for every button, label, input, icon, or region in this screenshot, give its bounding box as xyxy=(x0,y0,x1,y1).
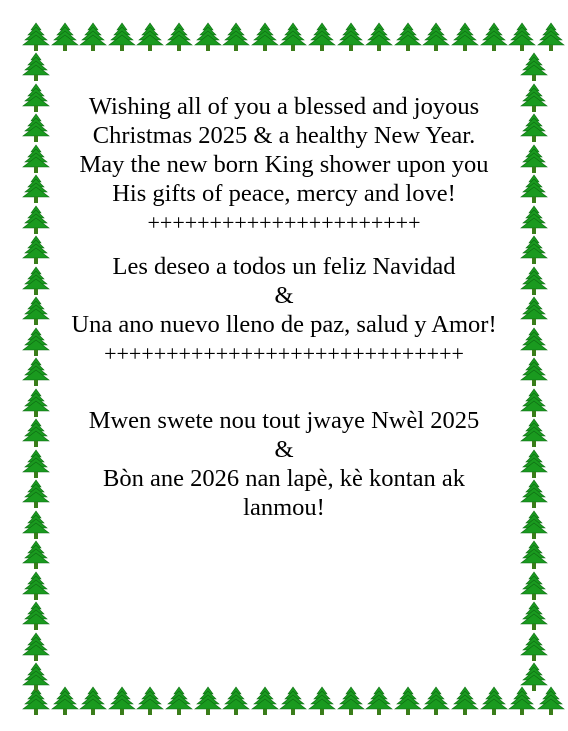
christmas-tree-icon xyxy=(480,686,508,716)
christmas-tree-icon xyxy=(51,22,79,52)
christmas-tree-icon xyxy=(22,601,50,631)
christmas-tree-icon xyxy=(520,632,548,662)
christmas-tree-icon xyxy=(365,686,393,716)
christmas-tree-icon xyxy=(22,632,50,662)
christmas-tree-icon xyxy=(520,113,548,143)
english-greeting xyxy=(50,92,518,208)
christmas-tree-icon xyxy=(136,686,164,716)
christmas-tree-icon xyxy=(79,22,107,52)
spanish-line: Una ano nuevo lleno de paz, salud y Amor! xyxy=(71,311,497,338)
christmas-tree-icon xyxy=(79,686,107,716)
christmas-tree-icon xyxy=(337,22,365,52)
christmas-tree-icon xyxy=(222,686,250,716)
creole-line: Mwen swete nou tout jwaye Nwèl 2025 xyxy=(88,407,480,434)
spanish-line: & xyxy=(274,282,294,309)
christmas-tree-icon xyxy=(251,686,279,716)
christmas-tree-icon xyxy=(451,22,479,52)
christmas-tree-icon xyxy=(194,686,222,716)
christmas-tree-icon xyxy=(22,296,50,326)
christmas-tree-icon xyxy=(394,686,422,716)
christmas-tree-icon xyxy=(520,205,548,235)
christmas-tree-icon xyxy=(520,540,548,570)
christmas-tree-icon xyxy=(22,266,50,296)
christmas-tree-icon xyxy=(22,357,50,387)
christmas-tree-icon xyxy=(222,22,250,52)
christmas-tree-icon xyxy=(520,357,548,387)
christmas-tree-icon xyxy=(22,83,50,113)
creole-line: & xyxy=(274,436,294,463)
christmas-tree-icon xyxy=(279,686,307,716)
christmas-tree-icon xyxy=(22,113,50,143)
christmas-tree-icon xyxy=(22,510,50,540)
christmas-tree-icon xyxy=(337,686,365,716)
christmas-tree-icon xyxy=(520,327,548,357)
christmas-tree-icon xyxy=(22,22,50,52)
christmas-tree-icon xyxy=(520,144,548,174)
creole-line: lanmou! xyxy=(243,494,325,521)
christmas-tree-icon xyxy=(520,449,548,479)
christmas-tree-icon xyxy=(520,266,548,296)
christmas-tree-icon xyxy=(308,22,336,52)
creole-greeting xyxy=(50,406,518,522)
christmas-tree-icon xyxy=(108,686,136,716)
christmas-tree-icon xyxy=(22,662,50,692)
christmas-tree-icon xyxy=(22,418,50,448)
christmas-tree-icon xyxy=(480,22,508,52)
christmas-tree-icon xyxy=(422,686,450,716)
christmas-tree-icon xyxy=(22,205,50,235)
spanish-greeting xyxy=(50,252,518,339)
christmas-tree-icon xyxy=(22,388,50,418)
christmas-tree-icon xyxy=(108,22,136,52)
spanish-line: Les deseo a todos un feliz Navidad xyxy=(112,253,456,280)
english-line: May the new born King shower upon you xyxy=(79,151,489,178)
christmas-tree-icon xyxy=(365,22,393,52)
separator-line: +++++++++++++++++++++++++++++ xyxy=(104,341,464,366)
christmas-tree-icon xyxy=(22,327,50,357)
christmas-tree-icon xyxy=(22,235,50,265)
creole-line: Bòn ane 2026 nan lapè, kè kontan ak xyxy=(103,465,465,492)
christmas-tree-icon xyxy=(22,449,50,479)
greeting-card-text xyxy=(50,92,518,522)
christmas-tree-icon xyxy=(520,52,548,82)
christmas-tree-icon xyxy=(308,686,336,716)
christmas-tree-icon xyxy=(520,601,548,631)
christmas-tree-icon xyxy=(279,22,307,52)
christmas-tree-icon xyxy=(22,571,50,601)
christmas-tree-icon xyxy=(22,144,50,174)
christmas-tree-icon xyxy=(22,479,50,509)
christmas-tree-icon xyxy=(22,540,50,570)
christmas-tree-icon xyxy=(194,22,222,52)
christmas-tree-icon xyxy=(394,22,422,52)
christmas-tree-icon xyxy=(520,83,548,113)
christmas-tree-icon xyxy=(22,174,50,204)
christmas-tree-icon xyxy=(165,686,193,716)
christmas-tree-icon xyxy=(520,479,548,509)
separator-line: ++++++++++++++++++++++ xyxy=(147,210,421,235)
christmas-tree-icon xyxy=(165,22,193,52)
christmas-tree-icon xyxy=(136,22,164,52)
christmas-tree-icon xyxy=(251,22,279,52)
christmas-tree-icon xyxy=(520,174,548,204)
christmas-tree-icon xyxy=(520,510,548,540)
christmas-tree-icon xyxy=(520,296,548,326)
christmas-tree-icon xyxy=(520,388,548,418)
christmas-tree-icon xyxy=(537,22,565,52)
christmas-tree-icon xyxy=(520,662,548,692)
christmas-tree-icon xyxy=(520,418,548,448)
christmas-tree-icon xyxy=(508,22,536,52)
christmas-tree-icon xyxy=(422,22,450,52)
christmas-tree-icon xyxy=(451,686,479,716)
christmas-tree-icon xyxy=(520,235,548,265)
english-line: Christmas 2025 & a healthy New Year. xyxy=(92,122,476,149)
christmas-tree-icon xyxy=(51,686,79,716)
english-line: His gifts of peace, mercy and love! xyxy=(112,180,456,207)
christmas-tree-icon xyxy=(22,52,50,82)
english-line: Wishing all of you a blessed and joyous xyxy=(88,93,480,120)
christmas-tree-icon xyxy=(520,571,548,601)
